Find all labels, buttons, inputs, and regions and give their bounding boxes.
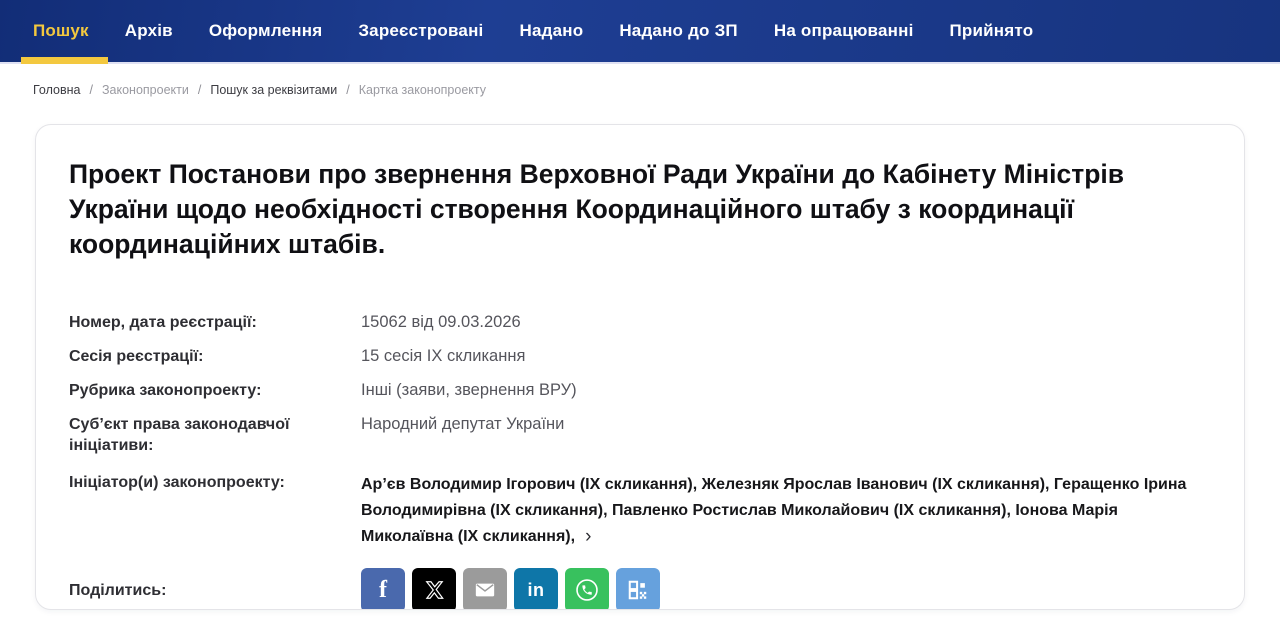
qr-code-share-button[interactable]	[616, 568, 660, 610]
x-twitter-share-button[interactable]	[412, 568, 456, 610]
field-label: Рубрика законопроекту:	[69, 382, 262, 399]
tab-registered[interactable]: Зареєстровані	[358, 21, 484, 40]
field-value: Народний депутат України	[361, 415, 565, 433]
facebook-icon: f	[379, 576, 387, 603]
initiators-text: Ар’єв Володимир Ігорович (ІХ скликання), Железняк Ярослав Іванович (ІХ скликання), Геращенко Ірина Володимирівна (ІХ скликання), Павленко Ростислав Миколайович (ІХ скликання), Іонова Марія Миколаївна (ІХ скликання),	[361, 476, 1187, 545]
breadcrumb-bill-card: Картка законопроекту	[358, 83, 487, 97]
share-section	[69, 568, 1204, 610]
share-label: Поділитись:	[69, 582, 167, 599]
field-value: 15062 від 09.03.2026	[361, 313, 521, 331]
expand-initiators-chevron[interactable]: ›	[585, 526, 592, 547]
field-value: 15 сесія ІХ скликання	[361, 347, 526, 365]
breadcrumb-separator: /	[89, 83, 93, 97]
x-twitter-icon	[423, 579, 445, 601]
bill-title: Проект Постанови про звернення Верховної Ради України до Кабінету Міністрів України щодо необхідності створення Координаційного штабу з координації координаційних штабів.	[69, 159, 1125, 259]
linkedin-share-button[interactable]	[514, 568, 558, 610]
breadcrumb	[33, 83, 1280, 97]
tab-submitted[interactable]: Надано	[519, 21, 584, 40]
qr-code-icon	[627, 579, 649, 601]
whatsapp-share-button[interactable]	[565, 568, 609, 610]
tab-search[interactable]: Пошук	[33, 0, 89, 62]
field-row-registration-number	[69, 312, 1204, 333]
initiators-list	[361, 472, 1204, 550]
share-buttons	[361, 568, 660, 610]
facebook-share-button[interactable]	[361, 568, 405, 610]
tab-archive[interactable]: Архів	[124, 21, 173, 40]
linkedin-icon: in	[527, 579, 545, 600]
field-row-bill-rubric	[69, 380, 1204, 401]
tab-in-progress[interactable]: На опрацюванні	[773, 21, 914, 40]
bill-card	[35, 124, 1245, 610]
field-row-registration-session	[69, 346, 1204, 367]
field-value: Інші (заяви, звернення ВРУ)	[361, 381, 577, 399]
breadcrumb-separator: /	[346, 83, 350, 97]
tab-processing[interactable]: Оформлення	[208, 21, 323, 40]
field-label: Номер, дата реєстрації:	[69, 314, 257, 331]
email-share-button[interactable]	[463, 568, 507, 610]
field-row-initiators	[69, 472, 1204, 550]
breadcrumb-home[interactable]: Головна	[33, 83, 81, 97]
field-label: Сесія реєстрації:	[69, 348, 204, 365]
field-label: Ініціатор(и) законопроекту:	[69, 474, 285, 491]
top-navigation	[0, 0, 1280, 64]
breadcrumb-separator: /	[197, 83, 202, 97]
email-icon	[474, 579, 496, 601]
breadcrumb-search-by-requisites[interactable]: Пошук за реквізитами	[210, 83, 338, 97]
tab-submitted-to-zp[interactable]: Надано до ЗП	[619, 21, 738, 40]
field-row-initiative-subject	[69, 414, 1204, 456]
field-label: Суб’єкт права законодавчої ініціативи:	[69, 416, 290, 454]
breadcrumb-bills[interactable]: Законопроекти	[101, 83, 189, 97]
tab-adopted[interactable]: Прийнято	[949, 21, 1034, 40]
whatsapp-icon	[574, 577, 600, 603]
